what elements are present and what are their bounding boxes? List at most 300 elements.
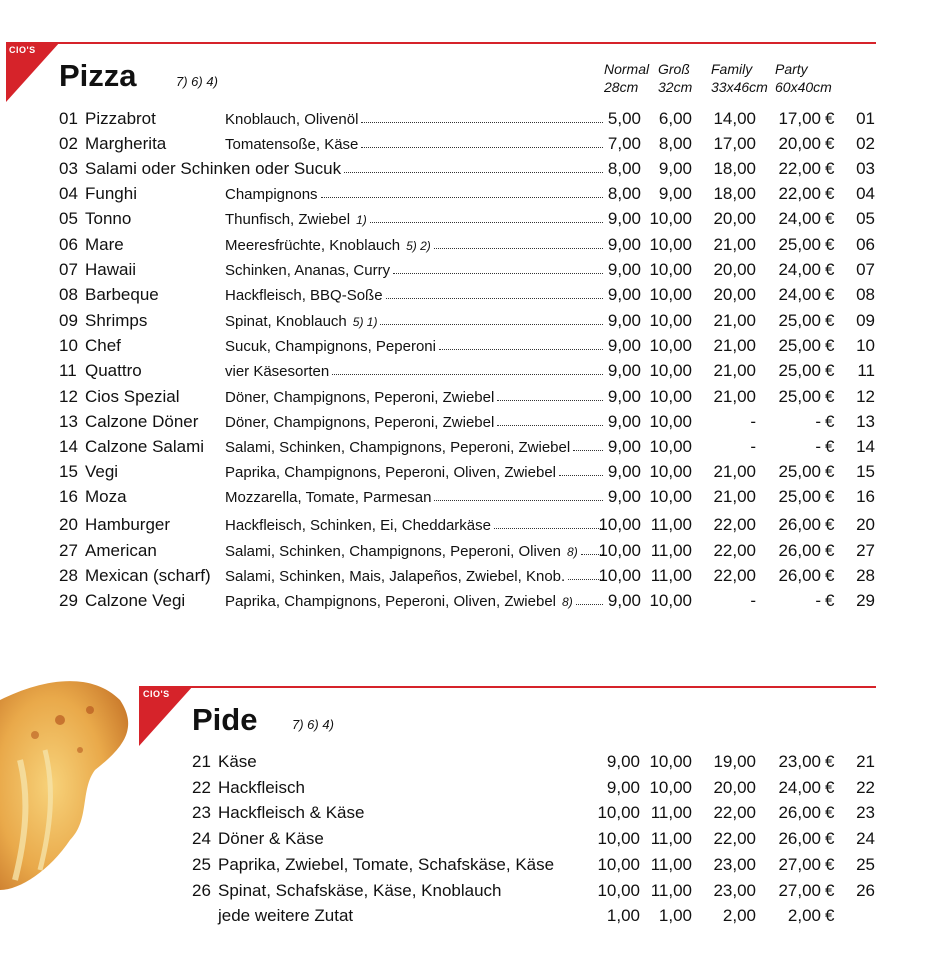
pizza-title: Pizza bbox=[59, 58, 137, 93]
leader-dots bbox=[361, 134, 603, 148]
pide-row bbox=[0, 906, 929, 931]
price: 25,00 bbox=[778, 487, 821, 506]
price: 10,00 bbox=[649, 752, 692, 771]
price: 11,00 bbox=[650, 515, 692, 534]
item-description-text: Salami, Schinken, Champignons, Peperoni, Oliven bbox=[225, 543, 562, 560]
item-description bbox=[225, 111, 358, 128]
item-name: Käse bbox=[218, 752, 257, 771]
item-ref: 02 bbox=[856, 134, 875, 153]
leader-dots bbox=[332, 361, 603, 375]
pizza-row bbox=[0, 541, 929, 566]
item-number: 27 bbox=[59, 541, 78, 560]
pizza-row bbox=[0, 184, 929, 209]
item-name: Hackfleisch bbox=[218, 778, 305, 797]
item-number: 04 bbox=[59, 184, 78, 203]
item-number: 13 bbox=[59, 412, 78, 431]
item-name: Spinat, Schafskäse, Käse, Knoblauch bbox=[218, 881, 502, 900]
item-name: Vegi bbox=[85, 462, 119, 481]
pizza-row bbox=[0, 591, 929, 616]
pizza-row bbox=[0, 361, 929, 386]
pide-brand-label: CIO'S bbox=[143, 689, 170, 699]
price: 11,00 bbox=[650, 541, 692, 560]
item-name: Chef bbox=[85, 336, 121, 355]
item-number: 10 bbox=[59, 336, 78, 355]
price: 9,00 bbox=[607, 591, 641, 610]
item-ref: 15 bbox=[856, 462, 875, 481]
leader-dots bbox=[573, 437, 603, 451]
price: 9,00 bbox=[658, 184, 692, 203]
item-name: Shrimps bbox=[85, 311, 148, 330]
price: 9,00 bbox=[606, 778, 640, 797]
item-number: 28 bbox=[59, 566, 78, 585]
price: 2,00 bbox=[722, 906, 756, 925]
pizza-row bbox=[0, 109, 929, 134]
item-name: Hamburger bbox=[85, 515, 171, 534]
currency: € bbox=[825, 387, 835, 406]
item-number: 07 bbox=[59, 260, 78, 279]
price: 24,00 bbox=[778, 778, 821, 797]
item-ref: 01 bbox=[856, 109, 875, 128]
price: 26,00 bbox=[778, 541, 821, 560]
price: 20,00 bbox=[713, 209, 756, 228]
pizza-row bbox=[0, 235, 929, 260]
item-description-text: Salami, Schinken, Champignons, Peperoni, Zwiebel bbox=[225, 439, 571, 456]
price: 10,00 bbox=[649, 591, 692, 610]
col-party-size: 60x40cm bbox=[775, 79, 832, 95]
leader-dots bbox=[344, 159, 603, 173]
price: 25,00 bbox=[778, 235, 821, 254]
price: 5,00 bbox=[607, 109, 641, 128]
item-name: American bbox=[85, 541, 157, 560]
item-number: 05 bbox=[59, 209, 78, 228]
price: 22,00 bbox=[713, 829, 756, 848]
price: 25,00 bbox=[778, 361, 821, 380]
price: 17,00 bbox=[713, 134, 756, 153]
price: 1,00 bbox=[606, 906, 640, 925]
item-description bbox=[225, 593, 573, 610]
col-family bbox=[711, 60, 768, 96]
price: 11,00 bbox=[650, 803, 692, 822]
currency: € bbox=[825, 752, 835, 771]
pizza-row bbox=[0, 209, 929, 234]
item-name: Moza bbox=[85, 487, 127, 506]
pizza-row bbox=[0, 387, 929, 412]
price: 21,00 bbox=[713, 387, 756, 406]
price: 10,00 bbox=[649, 387, 692, 406]
price: 26,00 bbox=[778, 515, 821, 534]
item-name: Döner & Käse bbox=[218, 829, 324, 848]
price: 11,00 bbox=[650, 881, 692, 900]
pizza-row bbox=[0, 134, 929, 159]
item-allergen-note: 8) bbox=[567, 545, 578, 559]
price: 23,00 bbox=[713, 855, 756, 874]
currency: € bbox=[825, 109, 835, 128]
currency: € bbox=[825, 803, 835, 822]
leader-dots bbox=[386, 285, 603, 299]
item-description bbox=[225, 338, 436, 355]
pizza-row bbox=[0, 159, 929, 184]
price: 1,00 bbox=[658, 906, 692, 925]
price: 14,00 bbox=[713, 109, 756, 128]
item-description-text: Knoblauch, Olivenöl bbox=[225, 111, 359, 128]
item-ref: 09 bbox=[856, 311, 875, 330]
item-name: jede weitere Zutat bbox=[218, 906, 354, 925]
item-number: 23 bbox=[192, 803, 211, 822]
item-description-text: vier Käsesorten bbox=[225, 363, 330, 380]
item-description bbox=[225, 489, 431, 506]
pizza-row bbox=[0, 336, 929, 361]
pizza-row bbox=[0, 311, 929, 336]
item-name: Hawaii bbox=[85, 260, 137, 279]
item-ref: 04 bbox=[856, 184, 875, 203]
item-ref: 28 bbox=[856, 566, 875, 585]
price: 21,00 bbox=[713, 235, 756, 254]
price: 25,00 bbox=[778, 462, 821, 481]
price: 27,00 bbox=[778, 855, 821, 874]
price: 10,00 bbox=[597, 855, 640, 874]
item-allergen-note: 8) bbox=[562, 595, 573, 609]
leader-dots bbox=[494, 515, 603, 529]
currency: € bbox=[825, 437, 835, 456]
col-normal-size: 28cm bbox=[604, 79, 639, 95]
price: 10,00 bbox=[649, 336, 692, 355]
price: 22,00 bbox=[778, 159, 821, 178]
price: 9,00 bbox=[607, 412, 641, 431]
price: 9,00 bbox=[607, 235, 641, 254]
pizza-row bbox=[0, 412, 929, 437]
price: 22,00 bbox=[713, 515, 756, 534]
price: 6,00 bbox=[658, 109, 692, 128]
item-name: Paprika, Zwiebel, Tomate, Schafskäse, Käse bbox=[218, 855, 555, 874]
item-description-text: Tomatensoße, Käse bbox=[225, 136, 359, 153]
price: 22,00 bbox=[713, 566, 756, 585]
price: 9,00 bbox=[606, 752, 640, 771]
pide-title: Pide bbox=[192, 702, 258, 737]
price: 21,00 bbox=[713, 462, 756, 481]
price: 10,00 bbox=[649, 311, 692, 330]
item-description bbox=[225, 543, 578, 560]
item-name: Tonno bbox=[85, 209, 132, 228]
item-description-text: Hackfleisch, Schinken, Ei, Cheddarkäse bbox=[225, 517, 491, 534]
price: 10,00 bbox=[649, 235, 692, 254]
price: 11,00 bbox=[650, 855, 692, 874]
leader-dots bbox=[439, 336, 603, 350]
col-party bbox=[775, 60, 832, 96]
price: 9,00 bbox=[607, 336, 641, 355]
price: 8,00 bbox=[607, 184, 641, 203]
price: 10,00 bbox=[649, 209, 692, 228]
item-name: Calzone Vegi bbox=[85, 591, 186, 610]
item-ref: 29 bbox=[856, 591, 875, 610]
currency: € bbox=[825, 311, 835, 330]
currency: € bbox=[825, 285, 835, 304]
pizza-brand-label: CIO'S bbox=[9, 45, 36, 55]
price: - bbox=[815, 437, 821, 456]
item-ref: 05 bbox=[856, 209, 875, 228]
leader-dots bbox=[321, 184, 603, 198]
leader-dots bbox=[361, 109, 603, 123]
price: 2,00 bbox=[787, 906, 821, 925]
price: 22,00 bbox=[778, 184, 821, 203]
pizza-allergens: 7) 6) 4) bbox=[176, 74, 218, 89]
item-description-text: Salami, Schinken, Mais, Jalapeños, Zwiebel, Knob. bbox=[225, 568, 566, 585]
price: 10,00 bbox=[649, 437, 692, 456]
item-number: 12 bbox=[59, 387, 78, 406]
item-number: 06 bbox=[59, 235, 78, 254]
price: 9,00 bbox=[607, 462, 641, 481]
price: 9,00 bbox=[607, 487, 641, 506]
price: 20,00 bbox=[713, 778, 756, 797]
price: 10,00 bbox=[649, 361, 692, 380]
price: 9,00 bbox=[607, 387, 641, 406]
item-description-text: Sucuk, Champignons, Peperoni bbox=[225, 338, 436, 355]
item-ref: 21 bbox=[856, 752, 875, 771]
price: 24,00 bbox=[778, 285, 821, 304]
item-ref: 16 bbox=[856, 487, 875, 506]
item-name: Pizzabrot bbox=[85, 109, 156, 128]
pizza-row bbox=[0, 462, 929, 487]
item-number: 15 bbox=[59, 462, 78, 481]
item-description bbox=[225, 287, 383, 304]
price: 9,00 bbox=[607, 285, 641, 304]
item-ref: 26 bbox=[856, 881, 875, 900]
price: 23,00 bbox=[778, 752, 821, 771]
price: 24,00 bbox=[778, 260, 821, 279]
price: 10,00 bbox=[649, 778, 692, 797]
price: 10,00 bbox=[649, 260, 692, 279]
item-name: Mare bbox=[85, 235, 124, 254]
price: 10,00 bbox=[649, 462, 692, 481]
price: 10,00 bbox=[598, 515, 641, 534]
item-description-text: Schinken, Ananas, Curry bbox=[225, 262, 391, 279]
item-ref: 24 bbox=[856, 829, 875, 848]
item-name: Barbeque bbox=[85, 285, 159, 304]
item-description bbox=[225, 389, 494, 406]
currency: € bbox=[825, 412, 835, 431]
col-normal-label: Normal bbox=[604, 61, 650, 77]
item-number: 16 bbox=[59, 487, 78, 506]
price: 21,00 bbox=[713, 487, 756, 506]
currency: € bbox=[825, 134, 835, 153]
item-ref: 27 bbox=[856, 541, 875, 560]
item-ref: 14 bbox=[856, 437, 875, 456]
leader-dots bbox=[497, 387, 603, 401]
item-description-text: Döner, Champignons, Peperoni, Zwiebel bbox=[225, 414, 495, 431]
price: 8,00 bbox=[607, 159, 641, 178]
currency: € bbox=[825, 829, 835, 848]
item-number: 24 bbox=[192, 829, 211, 848]
currency: € bbox=[825, 906, 835, 925]
price: 9,00 bbox=[607, 361, 641, 380]
pide-allergens: 7) 6) 4) bbox=[292, 717, 334, 732]
price: 20,00 bbox=[713, 285, 756, 304]
item-number: 21 bbox=[192, 752, 211, 771]
price: 22,00 bbox=[713, 541, 756, 560]
price: 7,00 bbox=[607, 134, 641, 153]
item-ref: 11 bbox=[857, 361, 875, 380]
item-description bbox=[225, 313, 377, 330]
pizza-header-rule bbox=[40, 42, 876, 44]
item-description-text: Hackfleisch, BBQ-Soße bbox=[225, 287, 383, 304]
price: 26,00 bbox=[778, 803, 821, 822]
item-number: 26 bbox=[192, 881, 211, 900]
price: - bbox=[750, 591, 756, 610]
price: 10,00 bbox=[597, 803, 640, 822]
item-name: Hackfleisch & Käse bbox=[218, 803, 365, 822]
currency: € bbox=[825, 566, 835, 585]
price: - bbox=[815, 591, 821, 610]
item-description-text: Spinat, Knoblauch bbox=[225, 313, 347, 330]
item-ref: 13 bbox=[856, 412, 875, 431]
price: 10,00 bbox=[649, 285, 692, 304]
price: 27,00 bbox=[778, 881, 821, 900]
price: 9,00 bbox=[607, 311, 641, 330]
price: 10,00 bbox=[598, 541, 641, 560]
item-description bbox=[225, 414, 494, 431]
item-description bbox=[225, 464, 556, 481]
item-name: Calzone Salami bbox=[85, 437, 205, 456]
price: 10,00 bbox=[649, 487, 692, 506]
item-ref: 03 bbox=[856, 159, 875, 178]
item-number: 02 bbox=[59, 134, 78, 153]
col-family-size: 33x46cm bbox=[711, 79, 768, 95]
pide-header-rule bbox=[170, 686, 876, 688]
item-name: Mexican (scharf) bbox=[85, 566, 211, 585]
price: 21,00 bbox=[713, 336, 756, 355]
item-ref: 22 bbox=[856, 778, 875, 797]
pizza-row bbox=[0, 285, 929, 310]
currency: € bbox=[825, 855, 835, 874]
item-description bbox=[225, 136, 358, 153]
col-party-label: Party bbox=[775, 61, 808, 77]
leader-dots bbox=[380, 311, 603, 325]
item-name: Margherita bbox=[85, 134, 167, 153]
item-name: Cios Spezial bbox=[85, 387, 180, 406]
item-allergen-note: 5) 2) bbox=[406, 239, 431, 253]
price: 11,00 bbox=[650, 829, 692, 848]
pizza-row bbox=[0, 566, 929, 591]
leader-dots bbox=[434, 235, 603, 249]
currency: € bbox=[825, 881, 835, 900]
item-name: Quattro bbox=[85, 361, 142, 380]
leader-dots bbox=[434, 487, 603, 501]
item-number: 14 bbox=[59, 437, 78, 456]
item-allergen-note: 5) 1) bbox=[352, 315, 378, 329]
item-ref: 25 bbox=[856, 855, 875, 874]
currency: € bbox=[825, 184, 835, 203]
currency: € bbox=[825, 541, 835, 560]
item-description-text: Döner, Champignons, Peperoni, Zwiebel bbox=[225, 389, 495, 406]
price: 8,00 bbox=[658, 134, 692, 153]
item-description bbox=[225, 237, 431, 254]
leader-dots bbox=[370, 209, 603, 223]
item-description bbox=[225, 568, 565, 585]
item-description-text: Paprika, Champignons, Peperoni, Oliven, Zwiebel bbox=[225, 593, 557, 610]
price: 25,00 bbox=[778, 387, 821, 406]
price: - bbox=[750, 437, 756, 456]
price: 9,00 bbox=[607, 437, 641, 456]
item-number: 29 bbox=[59, 591, 78, 610]
leader-dots bbox=[576, 591, 603, 605]
item-ref: 10 bbox=[856, 336, 875, 355]
price: - bbox=[815, 412, 821, 431]
item-number: 22 bbox=[192, 778, 211, 797]
item-number: 20 bbox=[59, 515, 78, 534]
price: 21,00 bbox=[713, 361, 756, 380]
item-name: Salami oder Schinken oder Sucuk bbox=[85, 159, 342, 178]
item-number: 09 bbox=[59, 311, 78, 330]
currency: € bbox=[825, 462, 835, 481]
price: 25,00 bbox=[778, 336, 821, 355]
item-description bbox=[225, 363, 329, 380]
price: 20,00 bbox=[778, 134, 821, 153]
col-gross-size: 32cm bbox=[658, 79, 693, 95]
currency: € bbox=[825, 487, 835, 506]
price: 11,00 bbox=[650, 566, 692, 585]
currency: € bbox=[825, 361, 835, 380]
currency: € bbox=[825, 159, 835, 178]
price: 9,00 bbox=[607, 209, 641, 228]
price: 25,00 bbox=[778, 311, 821, 330]
price: 20,00 bbox=[713, 260, 756, 279]
item-description-text: Thunfisch, Zwiebel bbox=[225, 211, 351, 228]
item-description-text: Champignons bbox=[225, 186, 318, 203]
item-description bbox=[225, 262, 390, 279]
item-number: 01 bbox=[59, 109, 78, 128]
item-description-text: Mozzarella, Tomate, Parmesan bbox=[225, 489, 432, 506]
item-description bbox=[225, 211, 367, 228]
currency: € bbox=[825, 778, 835, 797]
price: 10,00 bbox=[598, 566, 641, 585]
currency: € bbox=[825, 209, 835, 228]
item-ref: 23 bbox=[856, 803, 875, 822]
pizza-row bbox=[0, 487, 929, 512]
leader-dots bbox=[497, 412, 603, 426]
currency: € bbox=[825, 591, 835, 610]
col-normal bbox=[604, 60, 649, 96]
pizza-row bbox=[0, 437, 929, 462]
price: 26,00 bbox=[778, 566, 821, 585]
price: - bbox=[750, 412, 756, 431]
price: 10,00 bbox=[597, 829, 640, 848]
item-name: Calzone Döner bbox=[85, 412, 199, 431]
price: 26,00 bbox=[778, 829, 821, 848]
col-gross bbox=[658, 60, 692, 96]
currency: € bbox=[825, 235, 835, 254]
leader-dots bbox=[559, 462, 603, 476]
item-description bbox=[225, 186, 318, 203]
item-ref: 06 bbox=[856, 235, 875, 254]
currency: € bbox=[825, 515, 835, 534]
price: 19,00 bbox=[713, 752, 756, 771]
price: 9,00 bbox=[607, 260, 641, 279]
price: 10,00 bbox=[597, 881, 640, 900]
item-ref: 20 bbox=[856, 515, 875, 534]
price: 23,00 bbox=[713, 881, 756, 900]
item-number: 25 bbox=[192, 855, 211, 874]
col-family-label: Family bbox=[711, 61, 753, 77]
price: 10,00 bbox=[649, 412, 692, 431]
leader-dots bbox=[393, 260, 603, 274]
price: 22,00 bbox=[713, 803, 756, 822]
item-number: 08 bbox=[59, 285, 78, 304]
item-number: 03 bbox=[59, 159, 78, 178]
currency: € bbox=[825, 336, 835, 355]
pizza-row bbox=[0, 260, 929, 285]
item-name: Funghi bbox=[85, 184, 137, 203]
item-description-text: Paprika, Champignons, Peperoni, Oliven, Zwiebel bbox=[225, 464, 557, 481]
item-description bbox=[225, 439, 570, 456]
